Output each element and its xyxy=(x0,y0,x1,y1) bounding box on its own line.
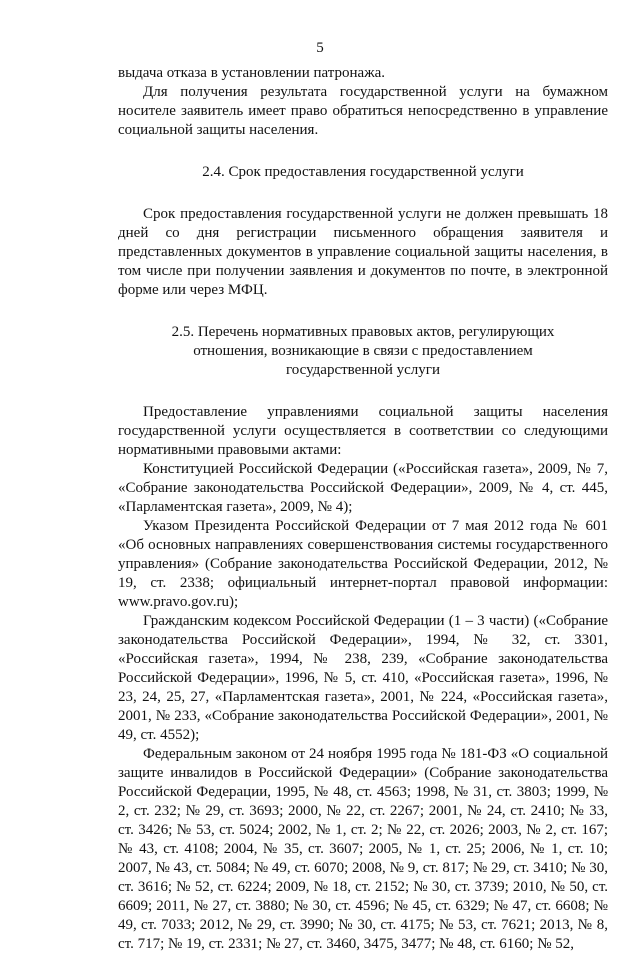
paragraph-result-refusal: выдача отказа в установлении патронажа. xyxy=(118,65,385,81)
document-body xyxy=(118,64,608,954)
heading-line: государственной услуги xyxy=(286,362,440,378)
paragraph-service-deadline: Срок предоставления государственной услуги не должен превышать 18 дней со дня регистрации письменного обращения заявителя и представленных документов в управление социальной защиты населения, в том числе при получении заявления и документов по почте, в электронной форме или через МФЦ. xyxy=(118,206,608,298)
paragraph-civil-code: Гражданским кодексом Российской Федерации (1 – 3 части) («Собрание законодательства Российской Федерации», 1994, № 32, ст. 3301, «Российская газета», 1994, № 238, 239, «Собрание законодательства Российской Федерации», 1996, № 5, ст. 410, «Российская газета», 1996, № 23, 24, 25, 27, «Парламентская газета», 2001, № 224, «Российская газета», 2001, № 233, «Собрание законодательства Российской Федерации», 2001, № 49, ст. 4552); xyxy=(118,613,608,743)
paragraph-presidential-decree: Указом Президента Российской Федерации от 7 мая 2012 года № 601 «Об основных направлениях совершенствования системы государственного управления» (Собрание законодательства Российской Федерации, 2012, № 19, ст. 2338; официальный интернет-портал правовой информации: www.pravo.gov.ru); xyxy=(118,518,608,610)
paragraph-paper-result: Для получения результата государственной услуги на бумажном носителе заявитель имеет право обратиться непосредственно в управление социальной защиты населения. xyxy=(118,84,608,138)
heading-line: 2.5. Перечень нормативных правовых актов, регулирующих xyxy=(171,324,555,340)
page-number: 5 xyxy=(316,40,324,56)
section-heading-2-4 xyxy=(118,163,608,182)
paragraph-legal-basis-intro: Предоставление управлениями социальной защиты населения государственной услуги осуществляется в соответствии со следующими нормативными правовыми актами: xyxy=(118,404,608,458)
heading-line: 2.4. Срок предоставления государственной услуги xyxy=(202,164,524,180)
paragraph-federal-law-181: Федеральным законом от 24 ноября 1995 года № 181-ФЗ «О социальной защите инвалидов в Российской Федерации» (Собрание законодательства Российской Федерации, 1995, № 48, ст. 4563; 1998, № 31, ст. 3803; 1999, № 2, ст. 232; № 29, ст. 3693; 2000, № 22, ст. 2267; 2001, № 24, ст. 2410; № 33, ст. 3426; № 53, ст. 5024; 2002, № 1, ст. 2; № 22, ст. 2026; 2003, № 2, ст. 167; № 43, ст. 4108; 2004, № 35, ст. 3607; 2005, № 1, ст. 25; 2006, № 1, ст. 10; 2007, № 43, ст. 5084; № 49, ст. 6070; 2008, № 9, ст. 817; № 29, ст. 3410; № 30, ст. 3616; № 52, ст. 6224; 2009, № 18, ст. 2152; № 30, ст. 3739; 2010, № 50, ст. 6609; 2011, № 27, ст. 3880; № 30, ст. 4596; № 45, ст. 6329; № 47, ст. 6608; № 49, ст. 7033; 2012, № 29, ст. 3990; № 30, ст. 4175; № 53, ст. 7621; 2013, № 8, ст. 717; № 19, ст. 2331; № 27, ст. 3460, 3475, 3477; № 48, ст. 6160; № 52, xyxy=(118,746,608,952)
section-heading-2-5 xyxy=(118,323,608,380)
paragraph-constitution: Конституцией Российской Федерации («Российская газета», 2009, № 7, «Собрание законодательства Российской Федерации», 2009, № 4, ст. 445, «Парламентская газета», 2009, № 4); xyxy=(118,461,608,515)
heading-line: отношения, возникающие в связи с предоставлением xyxy=(193,343,533,359)
